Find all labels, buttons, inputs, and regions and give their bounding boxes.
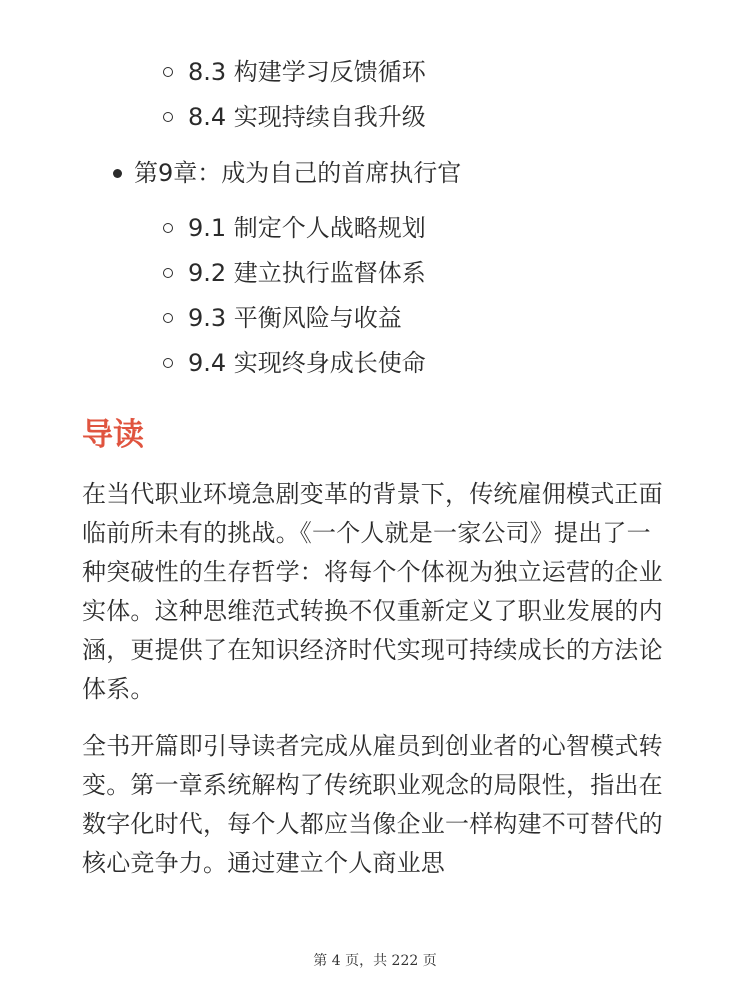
toc-item-label: 9.4 实现终身成长使命 [188, 349, 426, 377]
toc-chapter8-sublist [160, 50, 426, 140]
toc-item-label: 9.1 制定个人战略规划 [188, 214, 426, 242]
toc-chapter-label: 第9章：成为自己的首席执行官 [134, 159, 462, 187]
filled-bullet-icon [113, 169, 122, 178]
hollow-bullet-icon [163, 67, 173, 77]
toc-item-8-3 [160, 50, 426, 95]
hollow-bullet-icon [163, 223, 173, 233]
hollow-bullet-icon [163, 358, 173, 368]
intro-paragraph: 在当代职业环境急剧变革的背景下，传统雇佣模式正面临前所未有的挑战。《一个人就是一家公司》提出了一种突破性的生存哲学：将每个个体视为独立运营的企业实体。这种思维范式转换不仅重新定义了职业发展的内涵，更提供了在知识经济时代实现可持续成长的方法论体系。 [82, 480, 663, 703]
hollow-bullet-icon [163, 268, 173, 278]
toc-item-label: 9.2 建立执行监督体系 [188, 259, 426, 287]
toc-item-9-2 [160, 251, 426, 296]
page-number-footer: 第 4 页，共 222 页 [313, 953, 437, 969]
toc-chapter-9 [110, 151, 461, 196]
hollow-bullet-icon [163, 313, 173, 323]
toc-item-label: 8.4 实现持续自我升级 [188, 103, 426, 131]
toc-item-label: 9.3 平衡风险与收益 [188, 304, 402, 332]
section-heading: 导读 [82, 417, 144, 453]
toc-chapter9-sublist [160, 206, 426, 386]
toc-item-9-3 [160, 296, 426, 341]
hollow-bullet-icon [163, 112, 173, 122]
toc-item-9-1 [160, 206, 426, 251]
intro-paragraph: 全书开篇即引导读者完成从雇员到创业者的心智模式转变。第一章系统解构了传统职业观念的局限性，指出在数字化时代，每个人都应当像企业一样构建不可替代的核心竞争力。通过建立个人商业思 [82, 732, 663, 877]
toc-item-8-4 [160, 95, 426, 140]
toc-item-label: 8.3 构建学习反馈循环 [188, 58, 426, 86]
toc-item-9-4 [160, 341, 426, 386]
